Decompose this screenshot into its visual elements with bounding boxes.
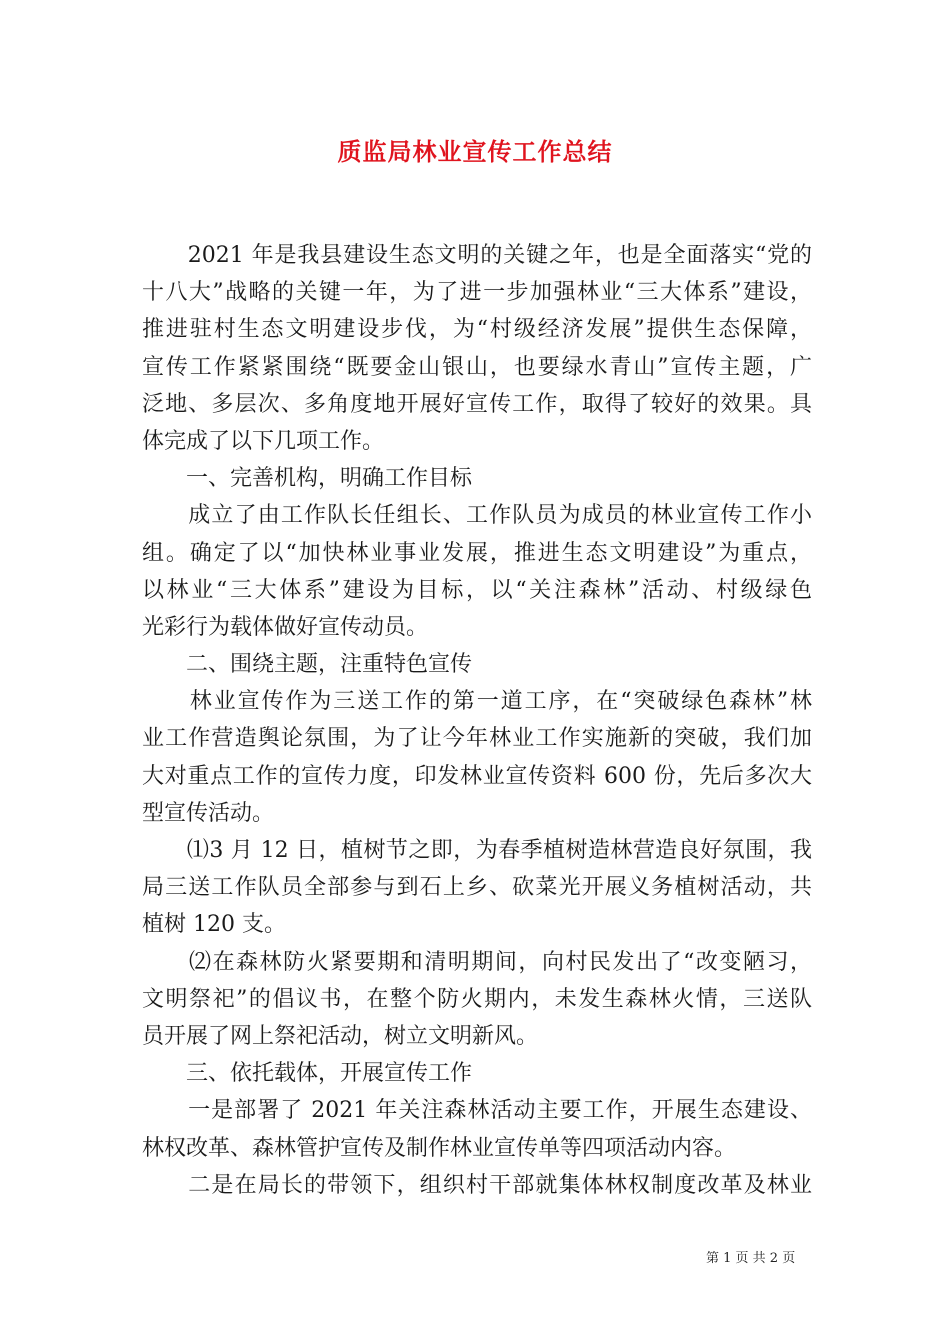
text-line: 大对重点工作的宣传力度，印发林业宣传资料 600 份，先后多次大 <box>142 763 812 789</box>
text-line: 2021 年是我县建设生态文明的关键之年，也是全面落实“党的 <box>142 243 812 268</box>
text-line: 推进驻村生态文明建设步伐，为“村级经济发展”提供生态保障， <box>142 317 812 343</box>
text-line: 二、围绕主题，注重特色宣传 <box>142 652 473 678</box>
text-line: 宣传工作紧紧围绕“既要金山银山，也要绿水青山”宣传主题，广 <box>142 354 812 380</box>
text-line: 一、完善机构，明确工作目标 <box>142 466 473 492</box>
text-line: ⑴3 月 12 日，植树节之即，为春季植树造林营造良好氛围，我 <box>142 838 812 863</box>
text-line: 二是在局长的带领下，组织村干部就集体林权制度改革及林业 <box>142 1172 812 1198</box>
text-line: 林业宣传作为三送工作的第一道工序，在“突破绿色森林”林 <box>142 689 812 715</box>
page-number-footer: 第 1 页 共 2 页 <box>706 1251 796 1266</box>
text-line: ⑵在森林防火紧要期和清明期间，向村民发出了“改变陋习， <box>142 949 812 975</box>
document-title: 质监局林业宣传工作总结 <box>337 138 613 166</box>
text-line: 体完成了以下几项工作。 <box>142 428 385 454</box>
text-line: 以林业“三大体系”建设为目标，以“关注森林”活动、村级绿色 <box>142 577 812 603</box>
text-line: 员开展了网上祭祀活动，树立文明新风。 <box>142 1023 539 1049</box>
text-line: 成立了由工作队长任组长、工作队员为成员的林业宣传工作小 <box>142 503 812 529</box>
text-line: 局三送工作队员全部参与到石上乡、砍菜光开展义务植树活动，共 <box>142 875 812 901</box>
text-line: 型宣传活动。 <box>142 800 275 826</box>
text-line: 一是部署了 2021 年关注森林活动主要工作，开展生态建设、 <box>142 1098 812 1124</box>
text-line: 泛地、多层次、多角度地开展好宣传工作，取得了较好的效果。具 <box>142 391 812 417</box>
text-line: 植树 120 支。 <box>142 912 286 938</box>
text-line: 十八大”战略的关键一年，为了进一步加强林业“三大体系”建设， <box>142 280 812 306</box>
text-line: 文明祭祀”的倡议书，在整个防火期内，未发生森林火情，三送队 <box>142 986 812 1012</box>
text-line: 三、依托载体，开展宣传工作 <box>142 1061 473 1087</box>
text-line: 林权改革、森林管护宣传及制作林业宣传单等四项活动内容。 <box>142 1135 737 1161</box>
text-line: 光彩行为载体做好宣传动员。 <box>142 614 429 640</box>
text-line: 业工作营造舆论氛围，为了让今年林业工作实施新的突破，我们加 <box>142 726 812 752</box>
document-body <box>142 237 812 1204</box>
text-line: 组。确定了以“加快林业事业发展，推进生态文明建设”为重点， <box>142 540 812 566</box>
